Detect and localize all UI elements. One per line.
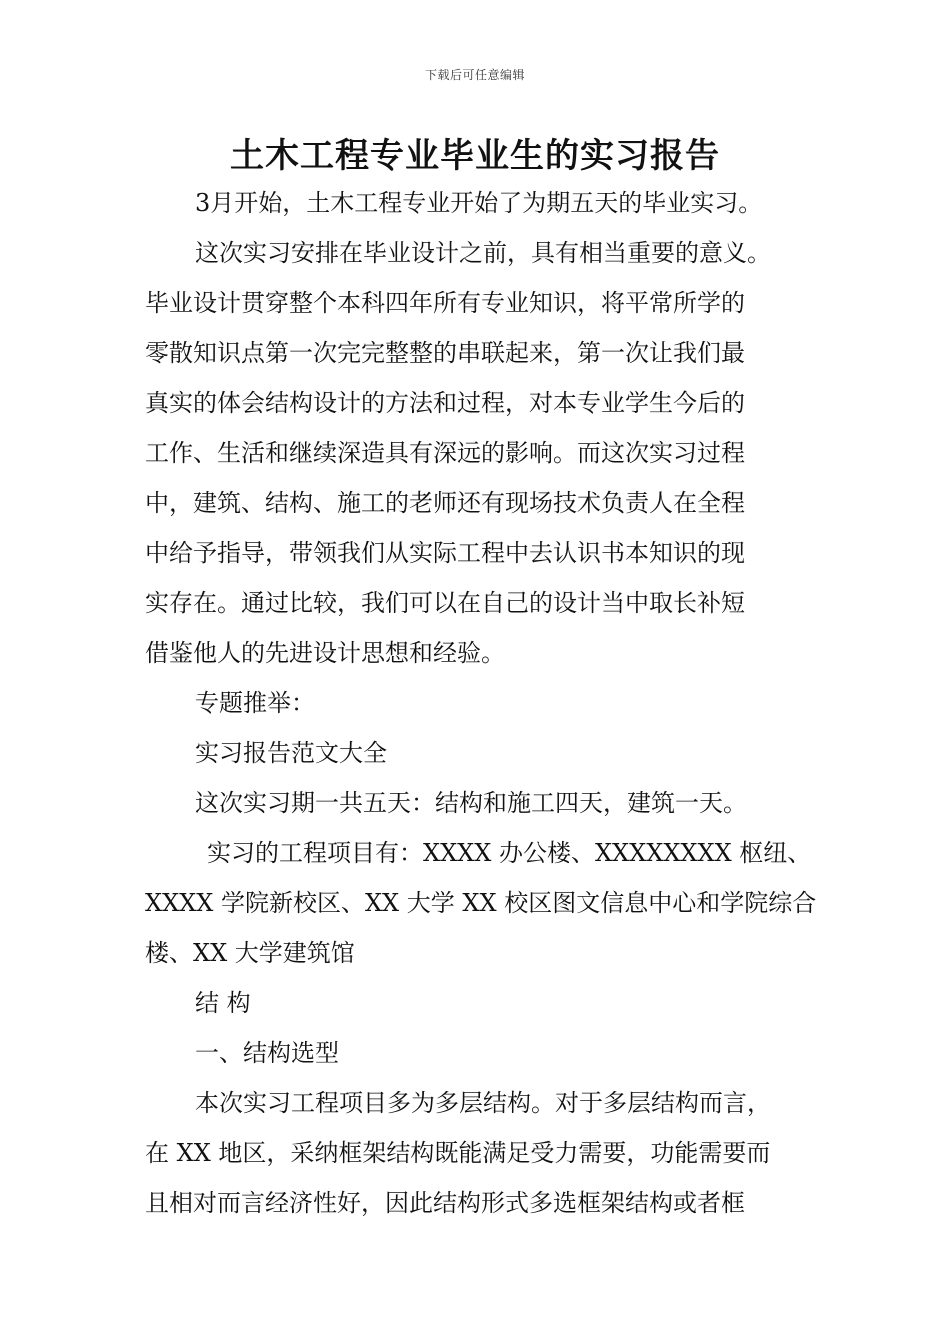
paragraph-line: 中，建筑、结构、施工的老师还有现场技术负责人在全程 [145, 489, 745, 517]
paragraph-line: 本次实习工程项目多为多层结构。对于多层结构而言， [195, 1089, 771, 1117]
section-link-text: 实习报告范文大全 [195, 739, 387, 767]
paragraph-line: 实存在。通过比较，我们可以在自己的设计当中取长补短 [145, 589, 745, 617]
document-body [145, 178, 830, 1228]
paragraph-line: 借鉴他人的先进设计思想和经验。 [145, 639, 505, 667]
section-label: 专题推举： [195, 689, 315, 717]
paragraph-line: 工作、生活和继续深造具有深远的影响。而这次实习过程 [145, 439, 745, 467]
paragraph-line: 实习的工程项目有：XXXX 办公楼、XXXXXXXX 枢纽、 [207, 839, 812, 867]
section-heading: 结 构 [195, 989, 251, 1017]
paragraph-line: 中给予指导，带领我们从实际工程中去认识书本知识的现 [145, 539, 745, 567]
paragraph-line: XXXX 学院新校区、XX 大学 XX 校区图文信息中心和学院综合 [145, 889, 817, 917]
paragraph-line: 在 XX 地区，采纳框架结构既能满足受力需要，功能需要而 [145, 1139, 771, 1167]
paragraph-line: 这次实习期一共五天：结构和施工四天，建筑一天。 [195, 789, 747, 817]
paragraph-line: 这次实习安排在毕业设计之前，具有相当重要的意义。 [195, 239, 771, 267]
paragraph-line: 真实的体会结构设计的方法和过程，对本专业学生今后的 [145, 389, 745, 417]
paragraph-line: 楼、XX 大学建筑馆 [145, 939, 355, 967]
paragraph-line: 3月开始，土木工程专业开始了为期五天的毕业实习。 [195, 189, 763, 217]
subsection-heading: 一、结构选型 [195, 1039, 339, 1067]
document-title: 土木工程专业毕业生的实习报告 [230, 136, 720, 176]
paragraph-line: 零散知识点第一次完完整整的串联起来，第一次让我们最 [145, 339, 745, 367]
paragraph-line: 且相对而言经济性好，因此结构形式多选框架结构或者框 [145, 1189, 745, 1217]
paragraph-line: 毕业设计贯穿整个本科四年所有专业知识，将平常所学的 [145, 289, 745, 317]
page-header-note: 下载后可任意编辑 [424, 68, 525, 82]
